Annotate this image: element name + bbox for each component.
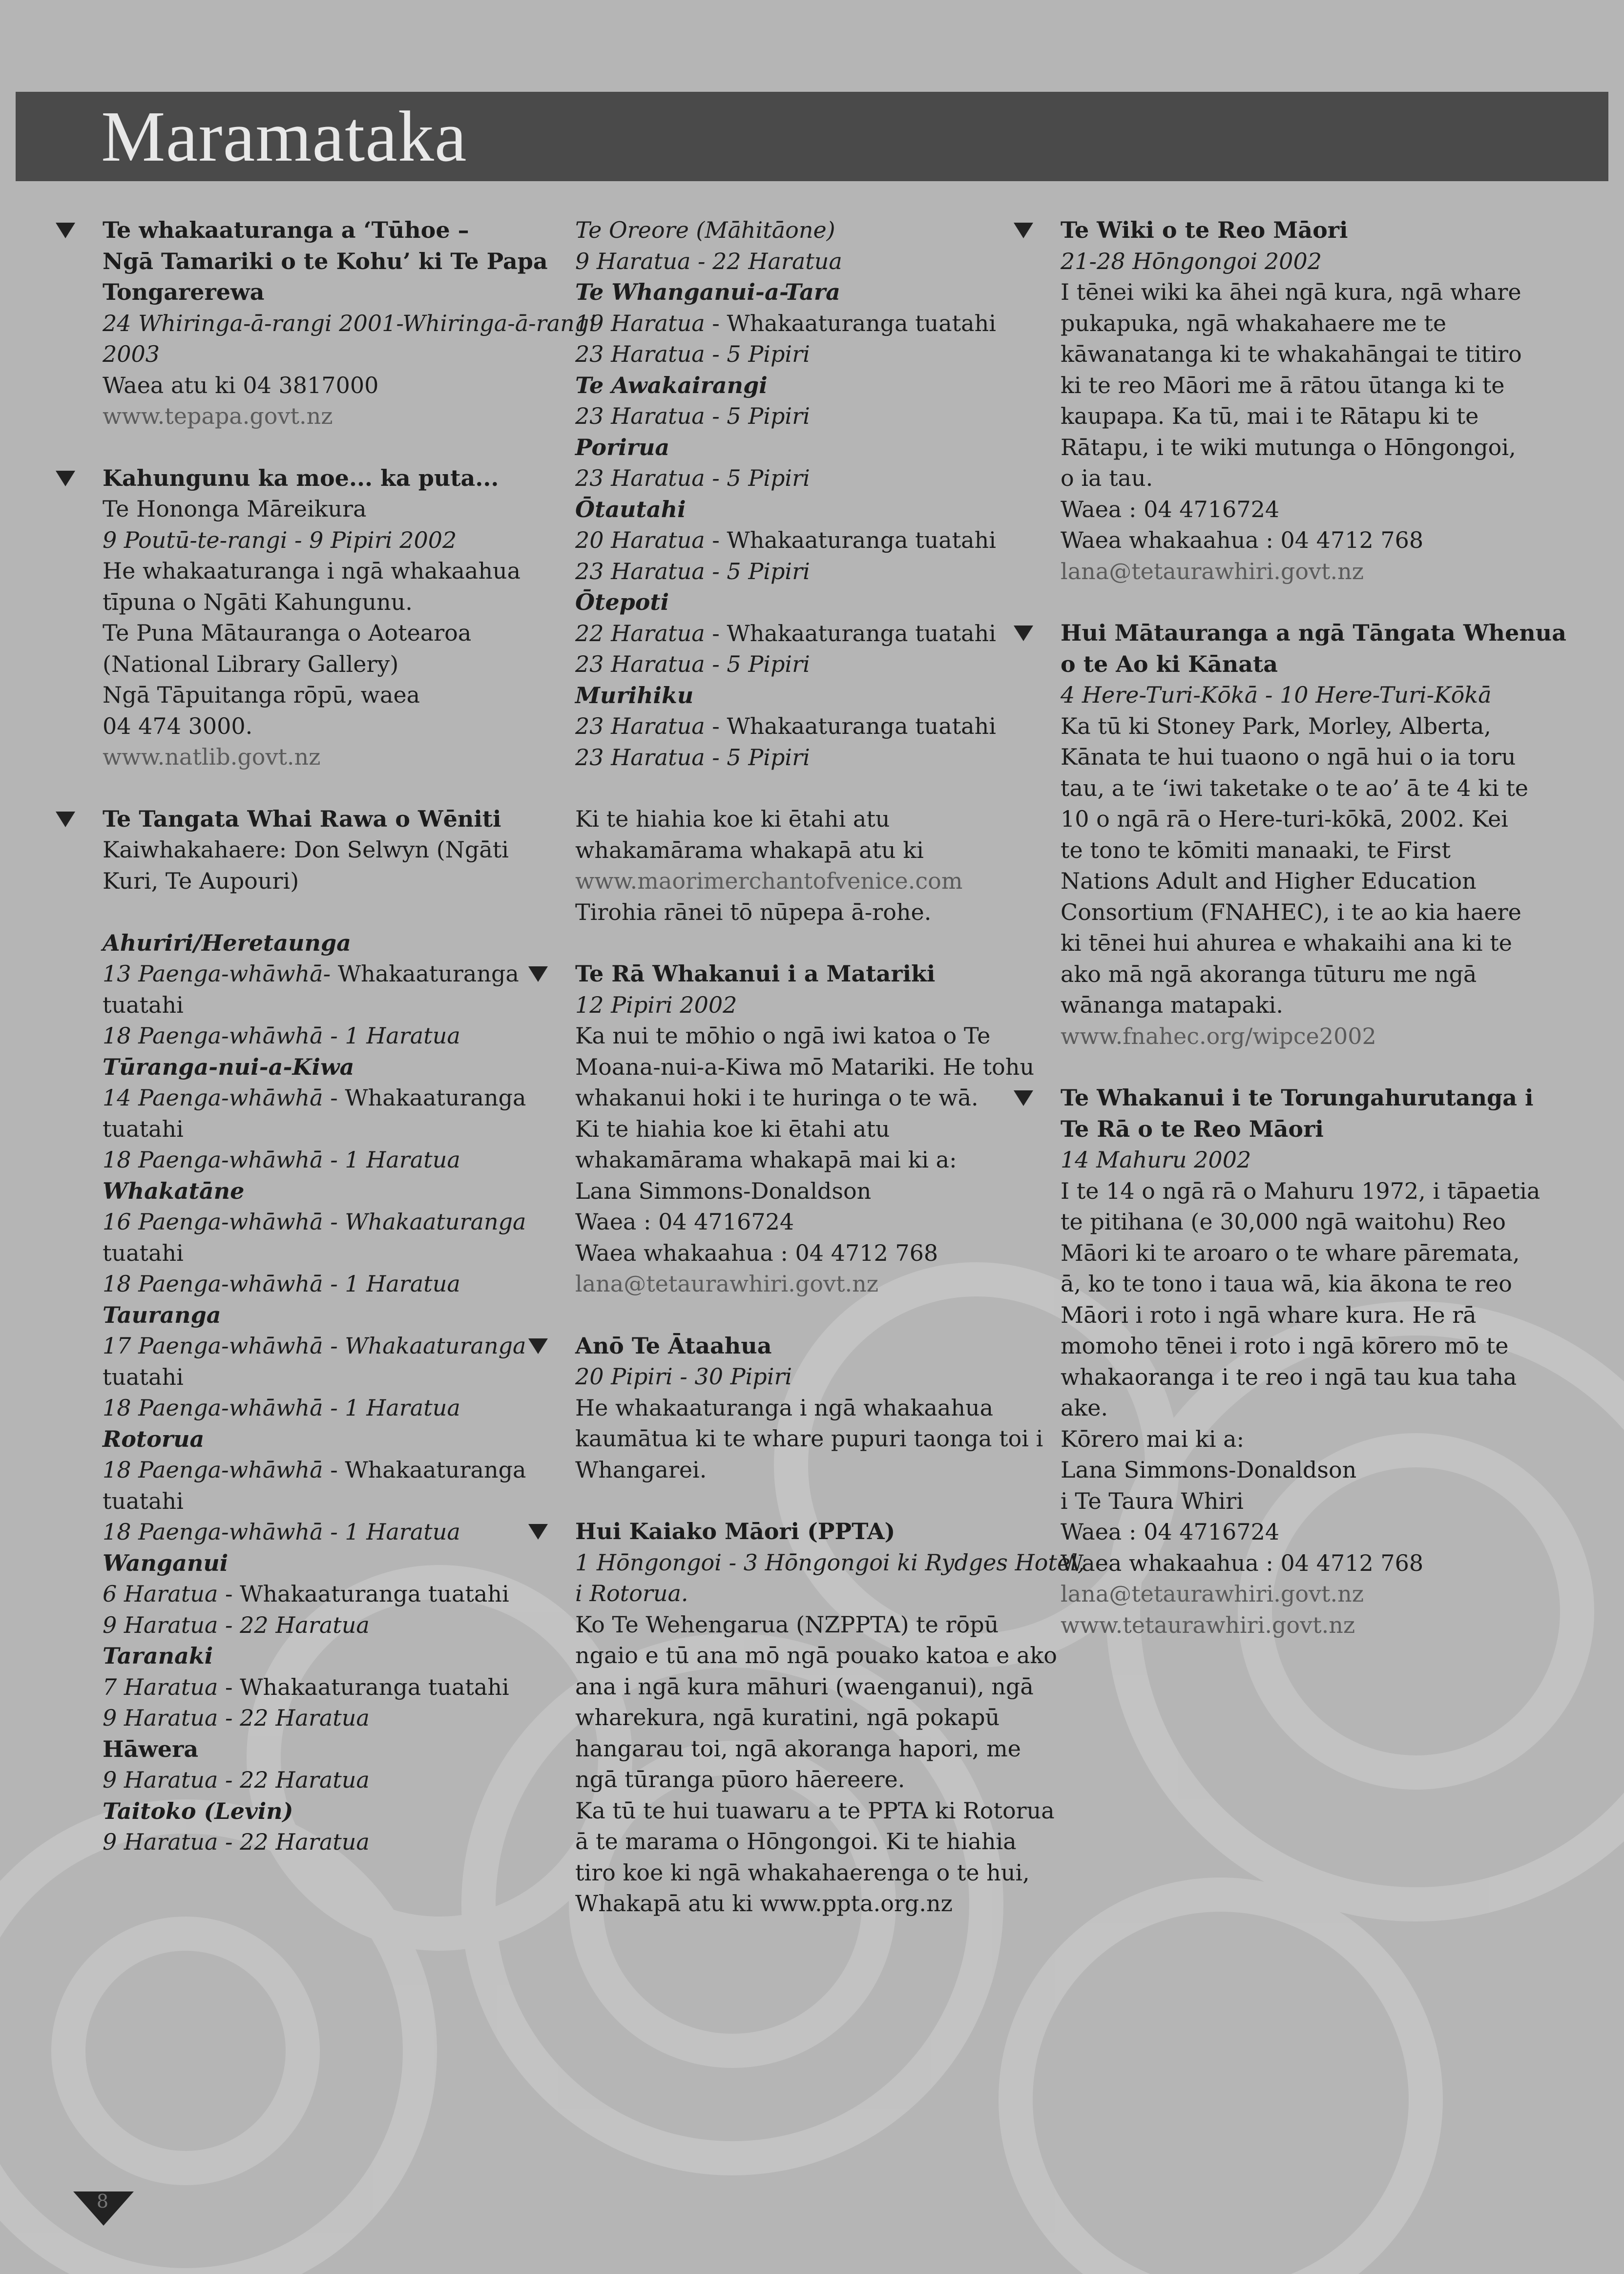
event-link[interactable]: www.fnahec.org/wipce2002 <box>1061 1022 1376 1049</box>
event-subtitle: Te Hononga Māreikura <box>103 496 367 522</box>
event-body-line: whakaoranga i te reo i ngā tau kua taha <box>1061 1363 1517 1390</box>
event-body-line: Ka tū ki Stoney Park, Morley, Alberta, <box>1061 712 1491 739</box>
venue-date: 18 Paenga-whāwhā - 1 Haratua <box>103 1022 460 1049</box>
venue-name: Hāwera <box>103 1735 199 1762</box>
event-phone: Waea atu ki 04 3817000 <box>103 372 379 398</box>
venue-name: Porirua <box>575 434 670 460</box>
event-link[interactable]: www.tepapa.govt.nz <box>103 403 333 429</box>
event-body-line: tau, a te ‘iwi taketake o te ao’ ā te 4 ki te <box>1061 774 1529 801</box>
contact-line: whakamārama whakapā atu ki <box>575 836 924 863</box>
event-body-line: Lana Simmons-Donaldson <box>575 1177 872 1204</box>
venue-date: 23 Haratua - 5 Pipiri <box>575 744 810 771</box>
event-date: 21-28 Hōngongoi 2002 <box>1061 248 1322 274</box>
event-body-line: (National Library Gallery) <box>103 650 399 677</box>
venue-name: Tūranga-nui-a-Kiwa <box>103 1053 354 1080</box>
event-body-line: kaupapa. Ka tū, mai i te Rātapu ki te <box>1061 403 1479 429</box>
venue-date: 23 Haratua - Whakaaturanga tuatahi <box>575 713 996 739</box>
event-body-line: I tēnei wiki ka āhei ngā kura, ngā whare <box>1061 279 1521 305</box>
event-body-line: ā te marama o Hōngongoi. Ki te hiahia <box>575 1828 1017 1855</box>
triangle-bullet-icon <box>528 1338 548 1354</box>
event-body-line: ngaio e tū ana mō ngā pouako katoa e ako <box>575 1642 1058 1669</box>
event-body-line: whakamārama whakapā mai ki a: <box>575 1147 957 1173</box>
venue-date: 17 Paenga-whāwhā - Whakaaturanga <box>103 1333 526 1359</box>
event-body-line: pukapuka, ngā whakahaere me te <box>1061 310 1447 336</box>
event-body-line: Te Puna Mātauranga o Aotearoa <box>103 620 472 646</box>
event-body-line: Ka tū te hui tuawaru a te PPTA ki Rotorua <box>575 1797 1055 1824</box>
venue-name: Ahuriri/Heretaunga <box>103 929 351 956</box>
event-body-line: Rātapu, i te wiki mutunga o Hōngongoi, <box>1061 434 1516 460</box>
event-body-line: Kuri, Te Aupouri) <box>103 867 299 894</box>
venue-name: Murihiku <box>575 682 694 709</box>
event-body-line: Waea whakaahua : 04 4712 768 <box>1061 1549 1424 1576</box>
event-body-line: kaumātua ki te whare pupuri taonga toi i <box>575 1425 1043 1452</box>
event-body-line: momoho tēnei i roto i ngā kōrero mō te <box>1061 1333 1509 1359</box>
event-date: 20 Pipiri - 30 Pipiri <box>575 1363 792 1390</box>
triangle-bullet-icon <box>56 471 75 486</box>
event-body-line: o ia tau. <box>1061 465 1153 491</box>
event-date: 14 Mahuru 2002 <box>1061 1147 1251 1173</box>
event-body-line: Waea : 04 4716724 <box>1061 496 1280 522</box>
venue-date: 19 Haratua - Whakaaturanga tuatahi <box>575 310 996 336</box>
triangle-bullet-icon <box>1014 223 1033 238</box>
venue-name: Rotorua <box>103 1425 205 1452</box>
contact-info <box>575 804 1029 928</box>
venue-name: Ōtepoti <box>575 589 669 615</box>
event-entry-hui-matauranga <box>1061 618 1566 1052</box>
event-body-line: Ngā Tāpuitanga rōpū, waea <box>103 682 420 708</box>
column-1 <box>103 215 596 1889</box>
venue-list-continued <box>575 215 1029 773</box>
event-date: 12 Pipiri 2002 <box>575 991 737 1018</box>
venue-date: 18 Paenga-whāwhā - 1 Haratua <box>103 1147 460 1173</box>
event-body-line: ngā tūranga pūoro hāereere. <box>575 1766 905 1793</box>
event-title: Kahungunu ka moe... ka puta... <box>103 464 499 491</box>
event-title: Te Whakanui i te Torungahurutanga i <box>1061 1085 1534 1111</box>
event-entry-merchant-of-venice <box>103 804 542 1858</box>
contact-line: Tirohia rānei tō nūpepa ā-rohe. <box>575 898 932 925</box>
page-title: Maramataka <box>101 97 467 177</box>
venue-name: Te Awakairangi <box>575 372 768 398</box>
event-body-line: Māori ki te aroaro o te whare pāremata, <box>1061 1239 1520 1266</box>
event-body-line: ana i ngā kura māhuri (waenganui), ngā <box>575 1673 1034 1700</box>
event-body-line: Māori i roto i ngā whare kura. He rā <box>1061 1301 1477 1328</box>
triangle-bullet-icon <box>56 223 75 238</box>
event-date: 2003 <box>103 341 160 367</box>
venue-date: 23 Haratua - 5 Pipiri <box>575 341 810 367</box>
event-entry-te-wiki <box>1061 215 1529 587</box>
column-3 <box>1061 215 1566 1671</box>
contact-line: Ki te hiahia koe ki ētahi atu <box>575 806 890 832</box>
venue-date-cont: tuatahi <box>103 991 184 1018</box>
venue-date: 9 Haratua - 22 Haratua <box>575 248 842 274</box>
event-body-line: Waea : 04 4716724 <box>575 1209 794 1235</box>
venue-name: Wanganui <box>103 1549 229 1576</box>
event-body-line: Consortium (FNAHEC), i te ao kia haere <box>1061 898 1521 925</box>
event-title: Te Rā Whakanui i a Matariki <box>575 960 936 987</box>
venue-date: 9 Haratua - 22 Haratua <box>103 1829 370 1855</box>
venue-date: 18 Paenga-whāwhā - Whakaaturanga <box>103 1457 526 1483</box>
venue-name: Ōtautahi <box>575 496 686 522</box>
event-body-line: Ka nui te mōhio o ngā iwi katoa o Te <box>575 1022 991 1049</box>
event-body-line: Kōrero mai ki a: <box>1061 1425 1245 1452</box>
event-body-line: ā, ko te tono i taua wā, kia ākona te reo <box>1061 1271 1512 1297</box>
venue-date: 13 Paenga-whāwhā- Whakaaturanga <box>103 960 519 987</box>
event-body-line: ki te reo Māori me ā rātou ūtanga ki te <box>1061 372 1505 398</box>
event-title: Te Rā o te Reo Māori <box>1061 1115 1324 1142</box>
venue-date: 20 Haratua - Whakaaturanga tuatahi <box>575 527 996 553</box>
event-body-line: ki tēnei hui ahurea e whakaihi ana ki te <box>1061 930 1512 956</box>
event-body-line: Whangarei. <box>575 1456 707 1483</box>
triangle-bullet-icon <box>56 812 75 827</box>
event-title: Hui Kaiako Māori (PPTA) <box>575 1518 895 1544</box>
event-body-line: Ko Te Wehengarua (NZPPTA) te rōpū <box>575 1611 999 1638</box>
event-link[interactable]: www.maorimerchantofvenice.com <box>575 868 963 894</box>
venue-name: Te Oreore (Māhitāone) <box>575 217 835 243</box>
venue-date: 16 Paenga-whāwhā - Whakaaturanga <box>103 1209 526 1235</box>
venue-date: 18 Paenga-whāwhā - 1 Haratua <box>103 1395 460 1421</box>
event-body-line: He whakaaturanga i ngā whakaahua <box>103 558 521 584</box>
event-body-line: Waea whakaahua : 04 4712 768 <box>1061 527 1424 553</box>
triangle-bullet-icon <box>528 1524 548 1540</box>
event-body-line: tiro koe ki ngā whakahaerenga o te hui, <box>575 1859 1030 1886</box>
event-body-line: wharekura, ngā kuratini, ngā pokapū <box>575 1704 1000 1731</box>
event-body-line: kāwanatanga ki te whakahāngai te titiro <box>1061 341 1522 367</box>
venue-date: 23 Haratua - 5 Pipiri <box>575 403 810 429</box>
event-title: Ngā Tamariki o te Kohu’ ki Te Papa <box>103 248 548 274</box>
event-body-line: te tono te kōmiti manaaki, te First <box>1061 836 1451 863</box>
venue-date: 23 Haratua - 5 Pipiri <box>575 651 810 677</box>
event-body-line: tīpuna o Ngāti Kahungunu. <box>103 588 413 615</box>
page-number: 8 <box>96 2191 109 2212</box>
event-body-line: hangarau toi, ngā akoranga hapori, me <box>575 1735 1021 1762</box>
title-banner <box>16 92 1608 181</box>
event-title: Te Tangata Whai Rawa o Wēniti <box>103 805 501 832</box>
event-title: Tongarerewa <box>103 279 265 305</box>
event-body-line: ako mā ngā akoranga tūturu me ngā <box>1061 960 1477 987</box>
event-body-line: ake. <box>1061 1395 1108 1421</box>
event-email-link[interactable]: lana@tetaurawhiri.govt.nz <box>1061 558 1364 584</box>
venue-name: Taranaki <box>103 1643 213 1669</box>
event-link[interactable]: www.natlib.govt.nz <box>103 744 321 770</box>
event-link[interactable]: www.tetaurawhiri.govt.nz <box>1061 1611 1355 1638</box>
venue-date: 9 Haratua - 22 Haratua <box>103 1611 370 1638</box>
venue-date: 9 Haratua - 22 Haratua <box>103 1767 370 1793</box>
event-entry-tuhoe <box>103 215 596 432</box>
event-title: o te Ao ki Kānata <box>1061 650 1278 677</box>
event-body-line: Moana-nui-a-Kiwa mō Matariki. He tohu <box>575 1053 1035 1080</box>
venue-date-cont: tuatahi <box>103 1487 184 1514</box>
venue-name: Te Whanganui-a-Tara <box>575 279 840 305</box>
event-body-line: Nations Adult and Higher Education <box>1061 868 1477 894</box>
event-body-line: 04 474 3000. <box>103 712 253 739</box>
event-body-line: te pitihana (e 30,000 ngā waitohu) Reo <box>1061 1209 1506 1235</box>
triangle-bullet-icon <box>1014 626 1033 641</box>
event-title: Te Wiki o te Reo Māori <box>1061 217 1348 243</box>
event-title: Anō Te Ātaahua <box>575 1332 772 1359</box>
event-body-line: wānanga matapaki. <box>1061 992 1284 1018</box>
venue-name: Tauranga <box>103 1301 221 1328</box>
event-title: Te whakaaturanga a ‘Tūhoe – <box>103 217 469 243</box>
venue-date-cont: tuatahi <box>103 1115 184 1142</box>
event-body-line: Kānata te hui tuaono o ngā hui o ia toru <box>1061 744 1516 770</box>
event-entry-torungahurutanga <box>1061 1083 1541 1641</box>
venue-name: Taitoko (Levin) <box>103 1797 293 1824</box>
event-entry-ppta <box>575 1516 1085 1919</box>
event-entry-kahungunu <box>103 463 542 773</box>
venue-date: 14 Paenga-whāwhā - Whakaaturanga <box>103 1085 526 1111</box>
event-body-line: i Te Taura Whiri <box>1061 1487 1244 1514</box>
event-body-line: Kaiwhakahaere: Don Selwyn (Ngāti <box>103 836 509 863</box>
venue-name: Whakatāne <box>103 1177 245 1204</box>
triangle-bullet-icon <box>1014 1090 1033 1106</box>
venue-date: 9 Haratua - 22 Haratua <box>103 1705 370 1731</box>
venue-date: 23 Haratua - 5 Pipiri <box>575 558 810 584</box>
event-email-link[interactable]: lana@tetaurawhiri.govt.nz <box>575 1271 878 1297</box>
event-date: 4 Here-Turi-Kōkā - 10 Here-Turi-Kōkā <box>1061 682 1492 708</box>
event-body-line: Waea : 04 4716724 <box>1061 1519 1280 1545</box>
venue-date: 18 Paenga-whāwhā - 1 Haratua <box>103 1519 460 1545</box>
event-date: 1 Hōngongoi - 3 Hōngongoi ki Rydges Hotel, <box>575 1549 1085 1576</box>
event-body-line: I te 14 o ngā rā o Mahuru 1972, i tāpaetia <box>1061 1177 1541 1204</box>
event-body-line: Whakapā atu ki www.ppta.org.nz <box>575 1890 953 1917</box>
venue-date: 23 Haratua - 5 Pipiri <box>575 465 810 491</box>
event-body-line: He whakaaturanga i ngā whakaahua <box>575 1394 994 1421</box>
event-date: 24 Whiringa-ā-rangi 2001-Whiringa-ā-rangi <box>103 310 596 336</box>
event-email-link[interactable]: lana@tetaurawhiri.govt.nz <box>1061 1581 1364 1607</box>
event-body-line: Lana Simmons-Donaldson <box>1061 1457 1357 1483</box>
event-date: 9 Poutū-te-rangi - 9 Pipiri 2002 <box>103 526 457 553</box>
event-link[interactable]: www.ppta.org.nz <box>760 1890 953 1917</box>
event-body-line: Waea whakaahua : 04 4712 768 <box>575 1239 938 1266</box>
venue-date: 22 Haratua - Whakaaturanga tuatahi <box>575 620 996 647</box>
venue-date: 18 Paenga-whāwhā - 1 Haratua <box>103 1271 460 1297</box>
event-date: i Rotorua. <box>575 1580 688 1606</box>
event-body-line: 10 o ngā rā o Here-turi-kōkā, 2002. Kei <box>1061 806 1508 832</box>
event-entry-matariki <box>575 959 1035 1300</box>
event-title: Hui Mātauranga a ngā Tāngata Whenua <box>1061 620 1566 646</box>
venue-date-cont: tuatahi <box>103 1239 184 1266</box>
triangle-bullet-icon <box>528 966 548 982</box>
event-entry-ataahua <box>575 1331 1043 1486</box>
venue-date: 7 Haratua - Whakaaturanga tuatahi <box>103 1673 509 1700</box>
venue-date-cont: tuatahi <box>103 1363 184 1390</box>
venue-date: 6 Haratua - Whakaaturanga tuatahi <box>103 1581 509 1607</box>
event-body-line: Ki te hiahia koe ki ētahi atu <box>575 1115 890 1142</box>
event-body-line: whakanui hoki i te huringa o te wā. <box>575 1085 979 1111</box>
